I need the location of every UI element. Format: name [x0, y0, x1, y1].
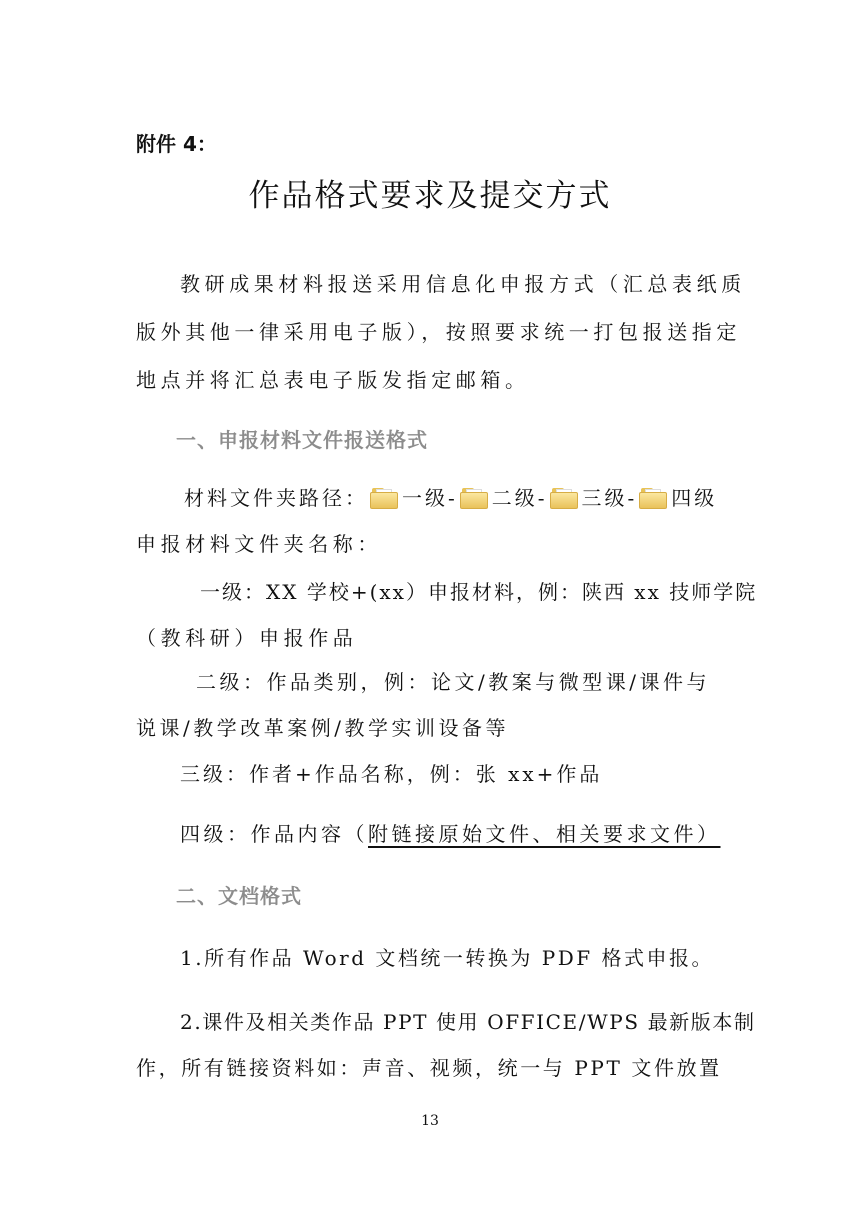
path-separator: - [537, 486, 548, 510]
path-label: 材料文件夹路径： [184, 486, 368, 510]
path-separator: - [448, 486, 458, 510]
page-number: 13 [421, 1113, 439, 1129]
level4-link[interactable]: 附链接原始文件、相关要求文件） [368, 822, 721, 846]
doc-format-item-2-line-1: 2.课件及相关类作品 PPT 使用 OFFICE/WPS 最新版本制 [180, 1010, 756, 1034]
page-title: 作品格式要求及提交方式 [248, 178, 612, 214]
section-heading-1: 一、申报材料文件报送格式 [176, 428, 428, 452]
intro-line-3: 地点并将汇总表电子版发指定邮箱。 [136, 368, 530, 392]
folder-name-label: 申报材料文件夹名称： [136, 532, 382, 556]
doc-format-item-1: 1.所有作品 Word 文档统一转换为 PDF 格式申报。 [180, 946, 714, 970]
path-separator: - [627, 486, 638, 510]
folder-icon [370, 487, 400, 509]
level3-line: 三级：作者+作品名称，例：张 xx+作品 [180, 762, 603, 786]
folder-icon [460, 487, 490, 509]
doc-format-item-2-line-2: 作，所有链接资料如：声音、视频，统一与 PPT 文件放置 [136, 1056, 722, 1080]
attachment-label: 附件 4： [136, 132, 217, 156]
folder-icon [550, 487, 580, 509]
intro-line-1: 教研成果材料报送采用信息化申报方式（汇总表纸质 [180, 272, 746, 296]
folder-path [184, 482, 717, 511]
level1-line-2: （教科研）申报作品 [136, 626, 358, 650]
path-level-4: 四级 [671, 486, 718, 510]
level1-line-1: 一级：XX 学校+(xx）申报材料，例：陕西 xx 技师学院 [200, 580, 758, 604]
path-level-1: 一级 [402, 486, 448, 510]
level4-line [180, 818, 721, 847]
folder-icon [639, 487, 669, 509]
level2-line-1: 二级：作品类别，例：论文/教案与微型课/课件与 [196, 670, 710, 694]
path-level-2: 二级 [491, 486, 538, 510]
path-level-3: 三级 [581, 486, 628, 510]
level4-prefix: 四级：作品内容（ [180, 822, 368, 846]
level2-line-2: 说课/教学改革案例/教学实训设备等 [136, 716, 509, 740]
intro-line-2: 版外其他一律采用电子版），按照要求统一打包报送指定 [136, 320, 741, 344]
section-heading-2: 二、文档格式 [176, 884, 302, 908]
